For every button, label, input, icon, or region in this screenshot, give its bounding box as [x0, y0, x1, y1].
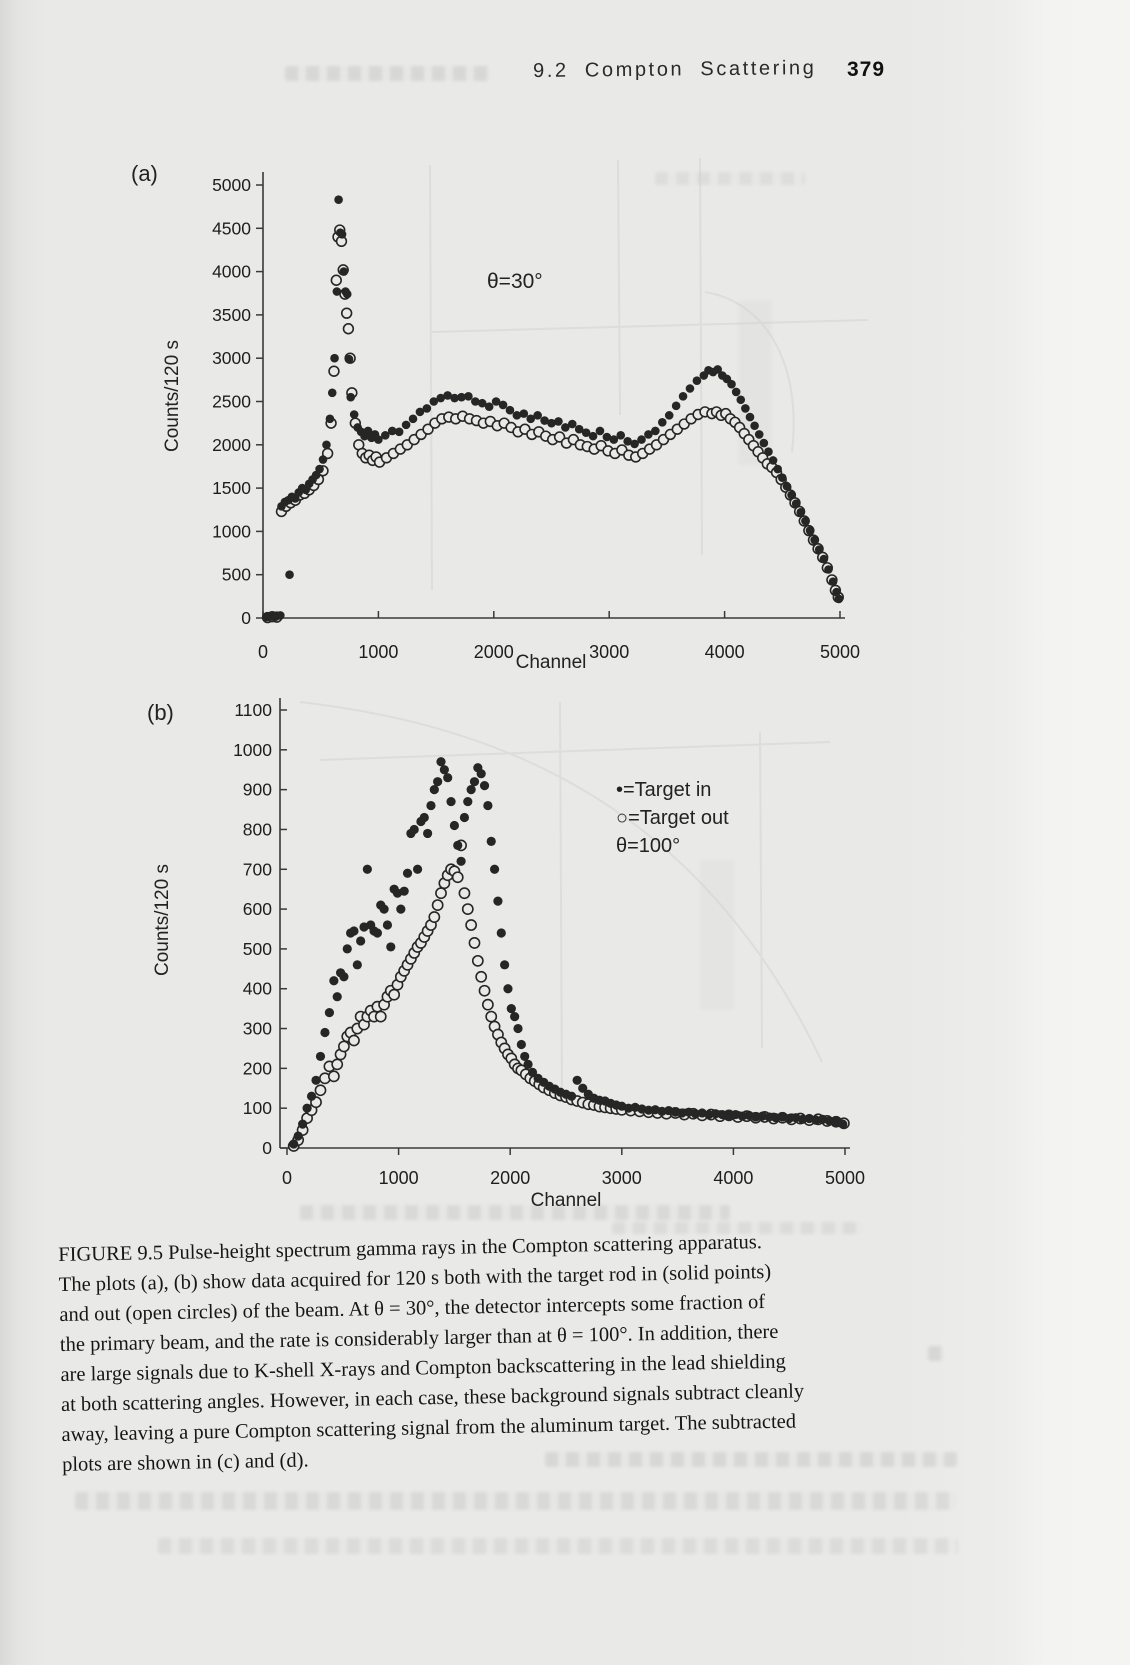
data-point-target-in	[658, 418, 667, 427]
data-point-target-in	[400, 887, 409, 896]
caption-line: plots are shown in (c) and (d).	[61, 1449, 309, 1476]
data-point-target-in	[589, 432, 598, 441]
data-point-target-in	[426, 801, 435, 810]
data-point-target-in	[665, 411, 674, 420]
y-tick-label: 1000	[233, 739, 272, 760]
data-point-target-in	[824, 565, 833, 574]
data-point-target-in	[356, 936, 365, 945]
data-point-target-in	[507, 1004, 516, 1013]
data-point-target-in	[490, 865, 499, 874]
data-point-target-in	[325, 1008, 334, 1017]
data-point-target-in	[386, 942, 395, 951]
data-point-target-in	[672, 402, 681, 411]
data-point-target-out	[476, 972, 486, 982]
y-tick-label: 0	[241, 608, 251, 628]
y-tick-label: 1500	[212, 478, 251, 499]
data-point-target-out	[329, 1071, 339, 1081]
x-tick-label: 2000	[490, 1168, 531, 1188]
data-point-target-out	[343, 324, 353, 334]
x-tick-label: 0	[257, 642, 269, 662]
data-point-target-in	[333, 992, 342, 1001]
bleed-through-lines	[300, 702, 830, 1098]
panel-b-x-axis-title: Channel	[530, 1190, 602, 1211]
data-point-target-out	[459, 888, 469, 898]
data-point-target-in	[787, 491, 796, 500]
data-point-target-in	[741, 404, 750, 413]
data-point-target-in	[567, 1092, 576, 1101]
data-point-target-in	[637, 435, 646, 444]
panel-b-legend-target-in: •=Target in	[616, 779, 712, 801]
data-point-target-in	[446, 797, 455, 806]
data-point-target-in	[343, 290, 352, 299]
data-point-target-out	[331, 275, 341, 285]
caption-line: FIGURE 9.5 Pulse-height spectrum gamma rays in the Compton scattering apparatus.	[58, 1231, 763, 1266]
data-point-target-in	[783, 482, 792, 491]
data-point-target-in	[485, 402, 494, 411]
data-point-target-in	[835, 595, 844, 604]
data-point-target-out	[329, 366, 339, 376]
data-point-target-out	[376, 1012, 386, 1022]
data-point-target-in	[430, 785, 439, 794]
data-point-target-in	[746, 413, 755, 422]
panel-a-angle-annotation: θ=30°	[487, 270, 543, 293]
data-point-target-in	[383, 920, 392, 929]
data-point-target-in	[328, 389, 337, 398]
y-tick-label: 800	[242, 819, 272, 840]
data-point-target-in	[778, 473, 787, 482]
data-point-target-out	[466, 920, 476, 930]
data-point-target-in	[413, 865, 422, 874]
data-point-target-in	[294, 1131, 303, 1140]
data-point-target-in	[433, 777, 442, 786]
running-head: 9.2 Compton Scattering	[533, 57, 817, 82]
data-point-target-in	[316, 1052, 325, 1061]
data-point-target-in	[750, 421, 759, 430]
data-point-target-in	[289, 1139, 298, 1148]
data-point-target-out	[469, 938, 479, 948]
page-number: 379	[847, 58, 886, 81]
data-point-target-in	[801, 517, 810, 526]
panel-b-y-axis-title: Counts/120 s	[152, 864, 173, 976]
y-tick-label: 3000	[212, 348, 251, 369]
y-tick-label: 400	[242, 978, 272, 999]
data-point-target-in	[326, 415, 335, 424]
data-point-target-in	[396, 904, 405, 913]
data-point-target-in	[483, 801, 492, 810]
data-point-target-in	[651, 427, 660, 436]
data-point-target-in	[460, 813, 469, 822]
y-tick-label: 100	[242, 1098, 272, 1119]
data-point-target-out	[483, 1000, 493, 1010]
data-point-target-in	[343, 944, 352, 953]
y-tick-label: 3500	[212, 304, 251, 325]
data-point-target-in	[513, 1024, 522, 1033]
data-point-target-in	[764, 447, 773, 456]
data-point-target-in	[423, 829, 432, 838]
data-point-target-in	[402, 421, 411, 430]
y-tick-label: 2500	[212, 391, 251, 412]
data-point-target-in	[732, 388, 741, 397]
data-point-target-in	[568, 420, 577, 429]
data-point-target-out	[453, 872, 463, 882]
data-point-target-in	[487, 837, 496, 846]
data-point-target-in	[373, 928, 382, 937]
data-point-target-out	[436, 888, 446, 898]
data-point-target-out	[349, 1035, 359, 1045]
data-point-target-out	[479, 986, 489, 996]
data-point-target-in	[463, 797, 472, 806]
data-point-target-in	[679, 392, 688, 401]
data-point-target-in	[760, 439, 769, 448]
data-point-target-in	[298, 1120, 307, 1129]
caption-line: the primary beam, and the rate is considerably larger than at θ = 100°. In addition, there	[59, 1320, 779, 1356]
data-point-target-in	[363, 865, 372, 874]
data-point-target-in	[349, 926, 358, 935]
y-tick-label: 2000	[212, 434, 251, 455]
data-point-target-in	[838, 1120, 847, 1129]
data-point-target-in	[443, 773, 452, 782]
y-tick-label: 600	[242, 899, 272, 920]
data-point-target-in	[477, 769, 486, 778]
data-point-target-out	[342, 308, 352, 318]
data-point-target-in	[456, 857, 465, 866]
data-point-target-in	[815, 545, 824, 554]
data-point-target-in	[616, 431, 625, 440]
data-point-target-in	[334, 195, 343, 204]
data-point-target-in	[829, 577, 838, 586]
figure-caption	[58, 1224, 926, 1480]
data-point-target-in	[333, 287, 342, 296]
data-point-target-in	[330, 354, 339, 363]
data-point-target-in	[736, 395, 745, 404]
data-point-target-in	[810, 536, 819, 545]
data-point-target-in	[350, 410, 359, 419]
panel-b-legend-target-out: ○=Target out	[616, 807, 729, 829]
data-point-target-in	[395, 428, 404, 437]
data-point-target-in	[339, 972, 348, 981]
y-tick-label: 1100	[234, 700, 272, 720]
x-tick-label: 5000	[819, 642, 861, 662]
x-tick-label: 3000	[589, 642, 630, 662]
data-point-target-in	[346, 393, 355, 402]
data-point-target-in	[403, 869, 412, 878]
caption-line: away, leaving a pure Compton scattering signal from the aluminum target. The subtracted	[61, 1410, 797, 1446]
caption-line: The plots (a), (b) show data acquired for 120 s both with the target rod in (solid points)	[58, 1260, 772, 1296]
panel-b-label: (b)	[147, 700, 174, 725]
data-point-target-in	[320, 1028, 329, 1037]
data-point-target-in	[769, 456, 778, 465]
data-point-target-in	[806, 526, 815, 535]
x-tick-label: 1000	[378, 1168, 419, 1188]
data-point-target-in	[820, 555, 829, 564]
data-point-target-out	[339, 1041, 349, 1051]
data-point-target-in	[510, 1012, 519, 1021]
data-point-target-out	[433, 900, 443, 910]
data-point-target-in	[792, 499, 801, 508]
caption-line: are large signals due to K-shell X-rays and Compton backscattering in the lead shielding	[60, 1350, 787, 1386]
data-point-target-in	[302, 1104, 311, 1113]
data-point-target-in	[307, 1092, 316, 1101]
panel-b-legend-angle: θ=100°	[616, 835, 681, 857]
data-point-target-in	[353, 960, 362, 969]
x-tick-label: 3000	[601, 1168, 642, 1188]
data-point-target-in	[755, 430, 764, 439]
y-tick-label: 4500	[212, 218, 251, 239]
data-point-target-out	[389, 990, 399, 1000]
panel-a-label: (a)	[131, 161, 158, 186]
data-point-target-in	[285, 570, 294, 579]
data-point-target-out	[315, 1085, 325, 1095]
data-point-target-in	[436, 757, 445, 766]
x-tick-label: 5000	[824, 1168, 866, 1188]
data-point-target-in	[276, 611, 285, 620]
data-point-target-in	[345, 355, 354, 364]
data-point-target-in	[493, 897, 502, 906]
y-tick-label: 200	[242, 1058, 272, 1079]
data-point-target-in	[470, 777, 479, 786]
caption-line: at both scattering angles. However, in each case, these background signals subtract cleanly	[60, 1380, 805, 1416]
data-point-target-in	[315, 465, 324, 474]
data-point-target-out	[332, 1059, 342, 1069]
panel-a-x-axis-title: Channel	[515, 652, 587, 673]
data-point-target-in	[423, 404, 432, 413]
data-point-target-in	[520, 409, 529, 418]
x-tick-label: 4000	[704, 642, 745, 662]
data-point-target-in	[311, 1076, 320, 1085]
data-point-target-in	[480, 781, 489, 790]
data-point-target-in	[338, 230, 347, 239]
data-point-target-out	[486, 1012, 496, 1022]
data-point-target-in	[503, 984, 512, 993]
data-point-target-out	[473, 956, 483, 966]
data-point-target-in	[453, 841, 462, 850]
x-tick-label: 4000	[713, 1168, 754, 1188]
data-point-target-in	[409, 415, 418, 424]
data-point-target-in	[467, 785, 476, 794]
data-point-target-in	[322, 441, 331, 450]
data-point-target-in	[554, 417, 563, 426]
data-point-target-in	[727, 380, 736, 389]
y-tick-label: 0	[262, 1138, 272, 1158]
data-point-target-in	[440, 765, 449, 774]
data-point-target-in	[796, 508, 805, 517]
y-tick-label: 900	[242, 779, 272, 800]
data-point-target-in	[450, 821, 459, 830]
data-point-target-in	[517, 1040, 526, 1049]
data-point-target-in	[319, 455, 328, 464]
data-point-target-in	[497, 928, 506, 937]
data-point-target-in	[410, 825, 419, 834]
data-point-target-in	[573, 1076, 582, 1085]
data-point-target-in	[523, 1060, 532, 1069]
data-point-target-in	[379, 904, 388, 913]
y-tick-label: 700	[242, 859, 272, 880]
y-tick-label: 500	[221, 564, 251, 585]
data-point-target-in	[686, 384, 695, 393]
caption-line: and out (open circles) of the beam. At θ = 30°, the detector intercepts some fraction of	[59, 1291, 766, 1326]
y-tick-label: 300	[242, 1018, 272, 1039]
data-point-target-in	[520, 1052, 529, 1061]
x-tick-label: 0	[281, 1168, 293, 1188]
panel-a-y-axis-title: Counts/120 s	[162, 340, 183, 452]
data-point-target-in	[533, 411, 542, 420]
data-point-target-in	[506, 406, 515, 415]
data-point-target-in	[420, 813, 429, 822]
data-point-target-in	[500, 960, 509, 969]
data-point-target-in	[773, 465, 782, 474]
data-point-target-in	[464, 392, 473, 401]
y-tick-label: 5000	[212, 175, 251, 195]
data-point-target-out	[429, 912, 439, 922]
data-point-target-in	[499, 401, 508, 410]
data-point-target-in	[339, 267, 348, 276]
y-tick-label: 4000	[212, 261, 251, 282]
y-tick-label: 500	[242, 938, 272, 959]
data-point-target-in	[693, 376, 702, 385]
data-point-target-in	[329, 976, 338, 985]
data-point-target-out	[463, 904, 473, 914]
x-tick-label: 2000	[473, 642, 514, 662]
data-point-target-in	[596, 427, 605, 436]
y-tick-label: 1000	[212, 521, 251, 542]
x-tick-label: 1000	[358, 642, 399, 662]
